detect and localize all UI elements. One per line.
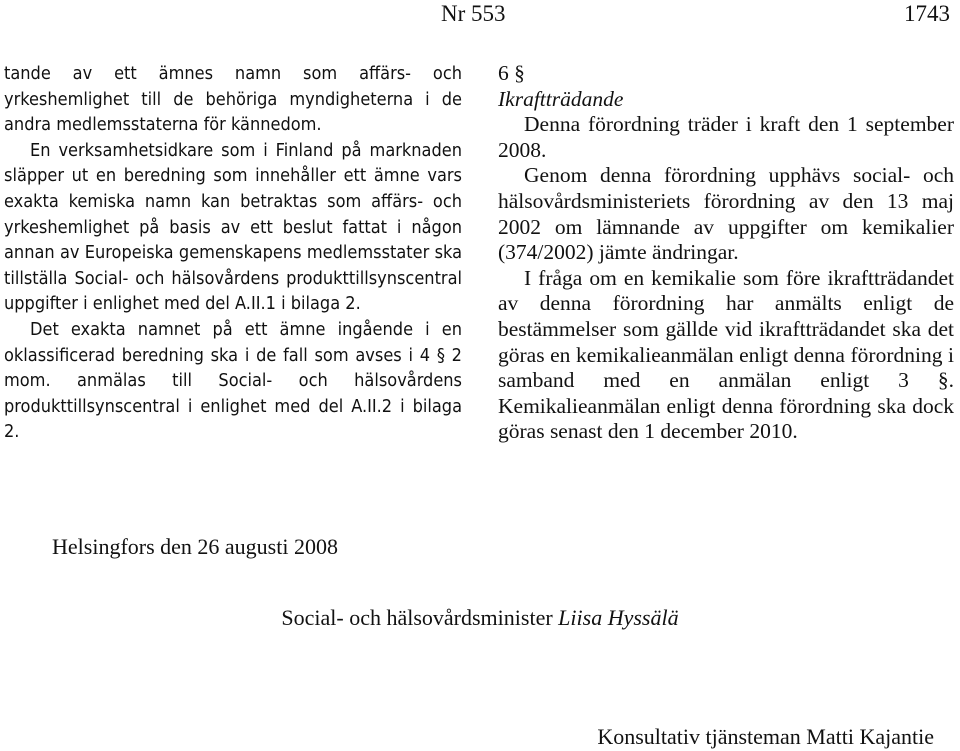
left-column [4, 61, 462, 445]
issue-number: Nr 553 [441, 1, 506, 26]
paragraph-operator-obligation: En verksamhetsidkare som i Finland på marknaden släpper ut en beredning som innehåller ett ämne vars exakta kemiska namn kan betraktas som affärs- och yrkeshemlighet på basis av ett beslut fattat i någon annan av Europeiska gemenskapens medlemsstater ska tillställa Social- och hälsovårdens produkttillsynscentral uppgifter i enlighet med del A.II.1 i bilaga 2. [4, 139, 462, 315]
paragraph-entry-into-force: Denna förordning träder i kraft den 1 september 2008. [498, 112, 954, 162]
paragraph-transition: I fråga om en kemikalie som före ikraftträdandet av denna förordning har anmälts enligt de bestämmelser som gällde vid ikraftträdandet ska det göras en kemikalieanmälan enligt denna förordning i samband med en anmälan enligt 3 §. Kemikalieanmälan enligt denna förordning ska dock göras senast den 1 december 2010. [498, 265, 954, 444]
place-date: Helsingfors den 26 augusti 2008 [52, 534, 338, 559]
paragraph-continuation: tande av ett ämnes namn som affärs- och yrkeshemlighet till de behöriga myndigheterna i de andra medlemsstaterna för kännedom. [4, 63, 462, 136]
section-number: 6 § [498, 61, 525, 85]
minister-name: Liisa Hyssälä [558, 605, 679, 630]
minister-signature [0, 605, 960, 631]
paragraph-exact-name: Det exakta namnet på ett ämne ingående i en oklassificerad beredning ska i de fall som avses i 4 § 2 mom. anmälas till Social- och hälsovårdens produkttillsynscentral i enlighet med del A.II.2 i bilaga 2. [4, 318, 462, 443]
official-signature: Konsultativ tjänsteman Matti Kajantie [597, 724, 934, 749]
paragraph-repeal: Genom denna förordning upphävs social- och hälsovårdsministeriets förordning av den 13 maj 2002 om lämnande av uppgifter om kemikalier (374/2002) jämte ändringar. [498, 163, 954, 265]
page-number: 1743 [904, 1, 950, 26]
right-column [498, 61, 954, 445]
section-title: Ikraftträdande [498, 86, 624, 111]
minister-title: Social- och hälsovårdsminister [281, 605, 553, 630]
